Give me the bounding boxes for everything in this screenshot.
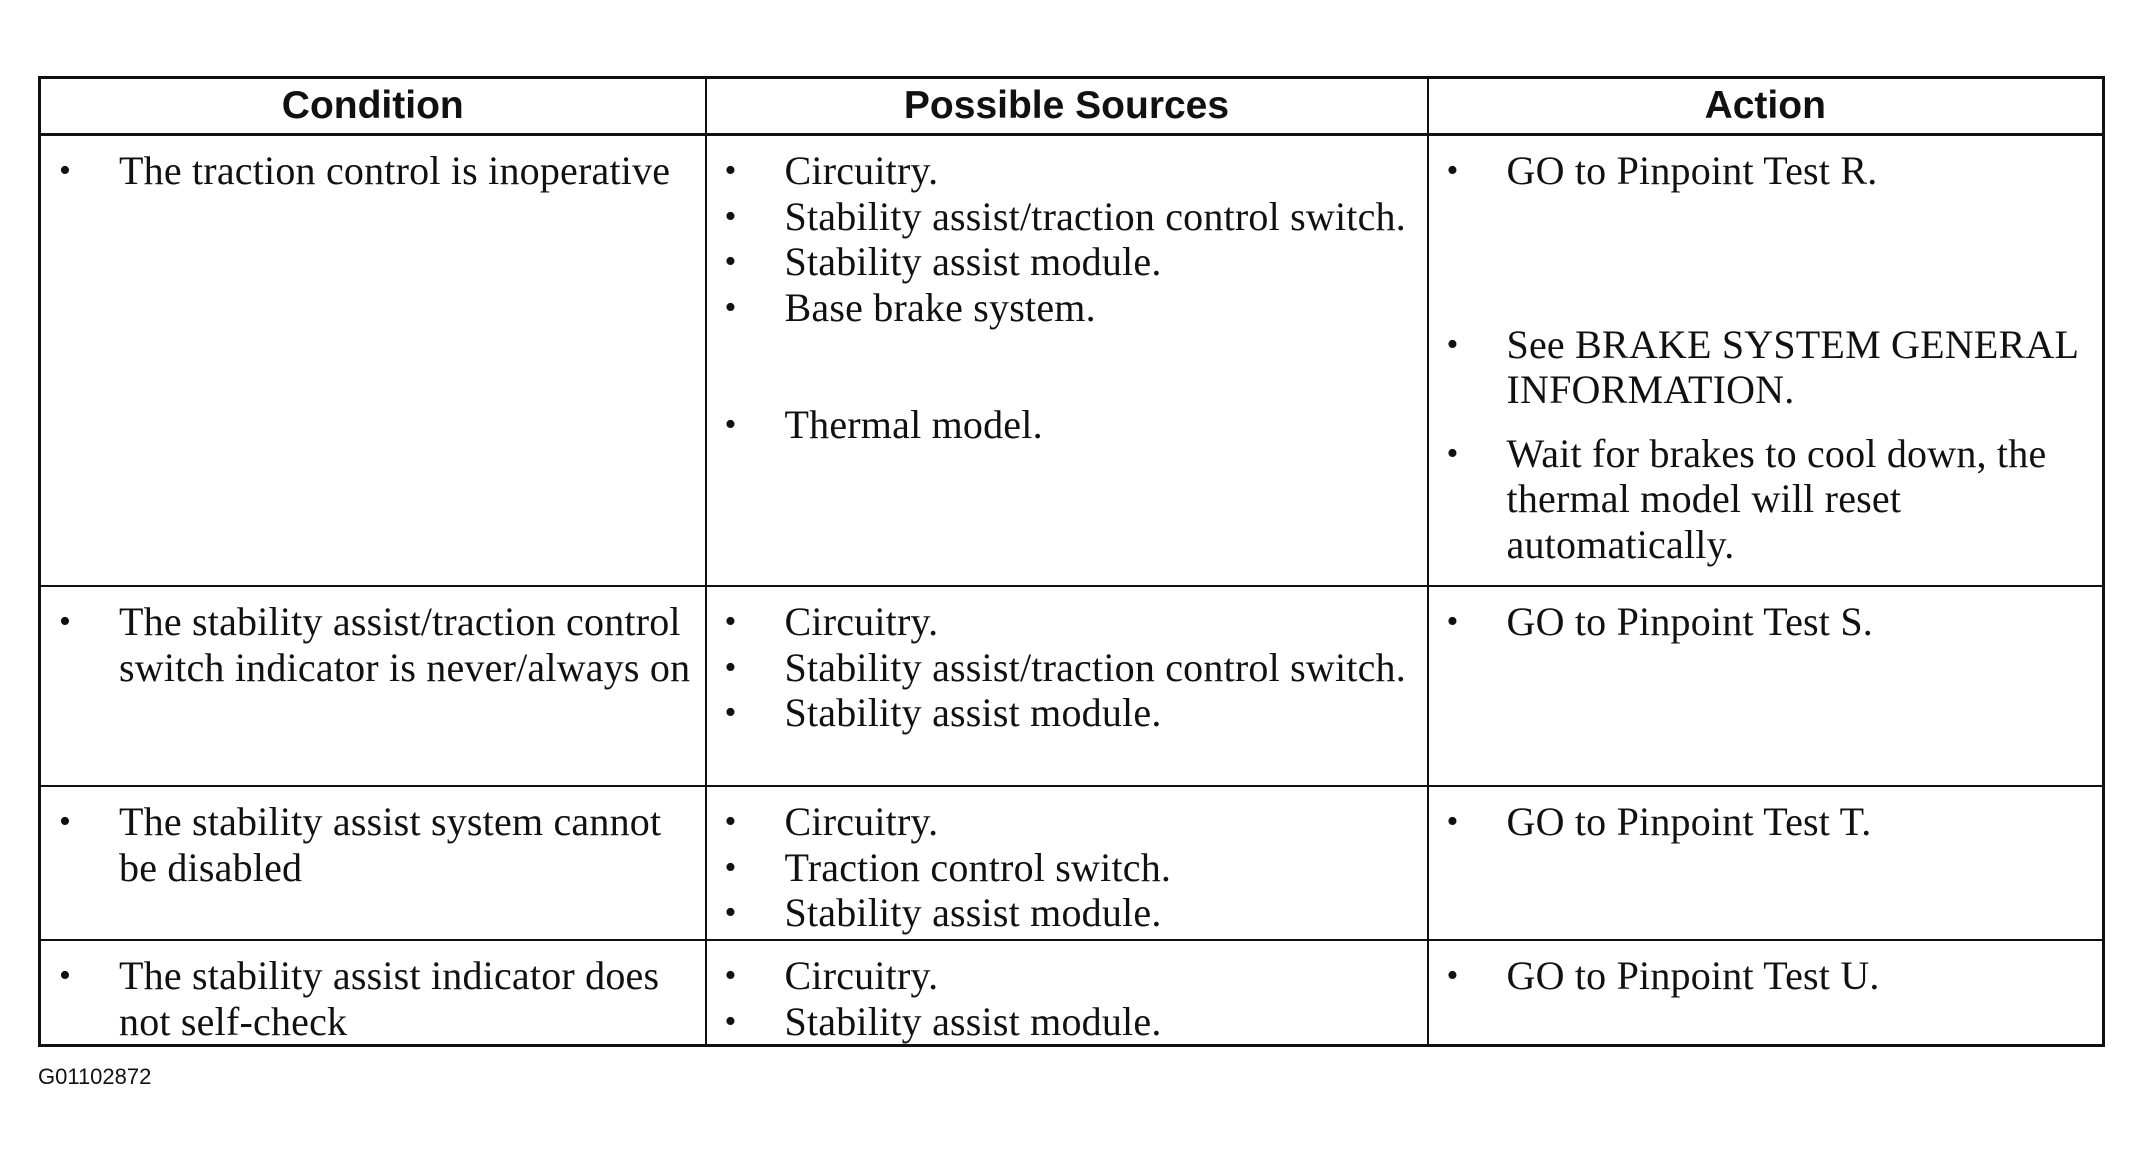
bullet-icon: • [724, 648, 737, 686]
condition-item: • The traction control is inoperative [59, 148, 671, 193]
condition-cell [40, 940, 706, 1046]
action-cell [1428, 135, 2104, 587]
condition-item: • The stability assist/traction control switch indicator is never/always on [59, 599, 691, 690]
bullet-icon: • [1446, 325, 1459, 363]
bullet-icon: • [724, 848, 737, 886]
source-item: • Circuitry. [724, 799, 939, 844]
action-item: • GO to Pinpoint Test T. [1446, 799, 1872, 844]
table-row [40, 940, 2104, 1046]
source-item: • Stability assist/traction control switch. [724, 644, 1406, 690]
action-item: • GO to Pinpoint Test U. [1446, 953, 1880, 998]
action-cell [1428, 940, 2104, 1046]
source-item: • Base brake system. [724, 284, 1096, 330]
bullet-icon: • [724, 288, 737, 326]
bullet-icon: • [724, 894, 737, 931]
action-item: • Wait for brakes to cool down, the thermal model will reset automatically. [1446, 430, 2047, 567]
source-item: • Circuitry. [724, 148, 939, 193]
header-possible-sources: Possible Sources [706, 78, 1428, 135]
bullet-icon: • [59, 603, 72, 640]
condition-item: • The stability assist system cannot be disabled [59, 799, 662, 890]
action-item: • GO to Pinpoint Test R. [1446, 148, 1878, 193]
bullet-icon: • [724, 803, 737, 840]
header-condition: Condition [40, 78, 706, 135]
bullet-icon: • [1446, 603, 1459, 640]
bullet-icon: • [1446, 152, 1459, 189]
source-item: • Stability assist module. [724, 890, 1162, 935]
bullet-icon: • [59, 152, 72, 189]
source-item: • Stability assist module. [724, 239, 1162, 284]
bullet-icon: • [59, 957, 72, 994]
sources-cell [706, 135, 1428, 587]
header-row [40, 78, 2104, 135]
source-item: • Thermal model. [724, 402, 1043, 447]
source-item: • Stability assist module. [724, 690, 1162, 735]
condition-cell [40, 586, 706, 786]
bullet-icon: • [724, 694, 737, 731]
table-row [40, 135, 2104, 587]
bullet-icon: • [724, 243, 737, 280]
action-item: • See BRAKE SYSTEM GENERAL INFORMATION. [1446, 321, 2078, 412]
bullet-icon: • [724, 1002, 737, 1040]
sources-cell [706, 940, 1428, 1046]
bullet-icon: • [724, 197, 737, 235]
bullet-icon: • [724, 152, 737, 189]
action-cell [1428, 786, 2104, 940]
source-item: • Circuitry. [724, 599, 939, 644]
bullet-icon: • [1446, 957, 1459, 994]
source-item: • Stability assist module. [724, 998, 1162, 1044]
condition-cell [40, 786, 706, 940]
bullet-icon: • [724, 406, 737, 443]
figure-id: G01102872 [38, 1064, 152, 1089]
source-item: • Traction control switch. [724, 844, 1172, 890]
action-item: • GO to Pinpoint Test S. [1446, 599, 1873, 644]
bullet-icon: • [59, 803, 72, 840]
bullet-icon: • [724, 603, 737, 640]
source-item: • Stability assist/traction control switch. [724, 193, 1406, 239]
sources-cell [706, 586, 1428, 786]
header-action: Action [1428, 78, 2104, 135]
condition-item: • The stability assist indicator does not self-check [59, 953, 660, 1044]
diagnosis-table [38, 76, 2105, 1047]
sources-cell [706, 786, 1428, 940]
action-cell [1428, 586, 2104, 786]
bullet-icon: • [724, 957, 737, 994]
source-item: • Circuitry. [724, 953, 939, 998]
condition-cell [40, 135, 706, 587]
bullet-icon: • [1446, 434, 1459, 472]
bullet-icon: • [1446, 803, 1459, 840]
table-row [40, 586, 2104, 786]
table-row [40, 786, 2104, 940]
